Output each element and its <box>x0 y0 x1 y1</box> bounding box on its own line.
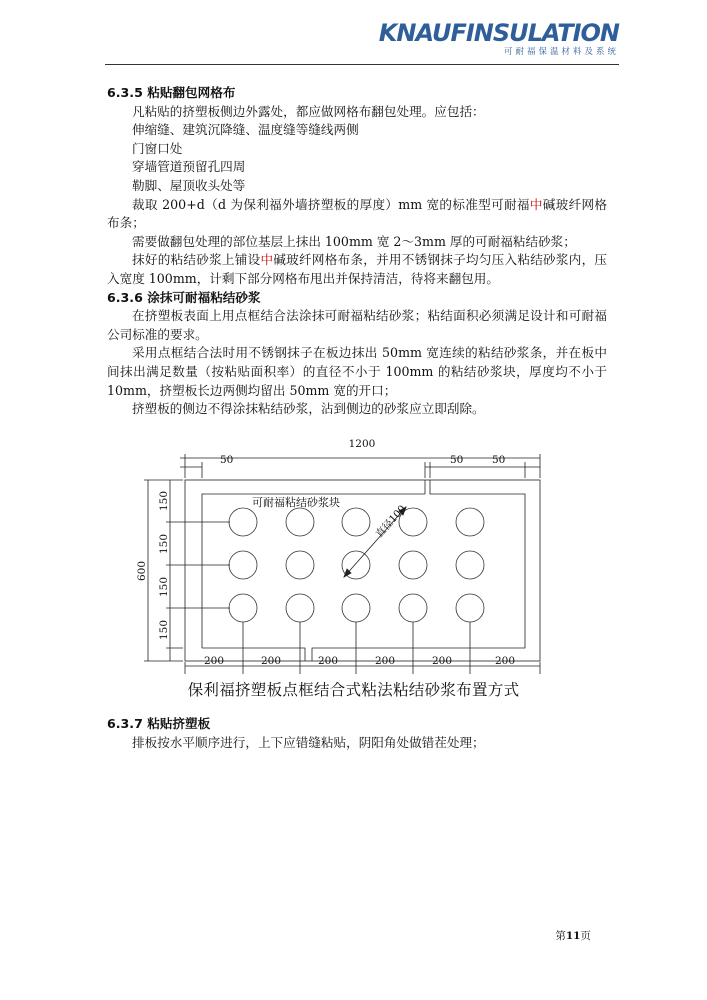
dim-col: 200 <box>317 655 339 667</box>
para-press <box>107 251 607 288</box>
dim-row: 150 <box>158 576 170 598</box>
dim-left-strip: 50 <box>220 454 234 466</box>
highlighted-char: 中 <box>260 252 274 268</box>
para-edges: 挤塑板的侧边不得涂抹粘结砂浆，沾到侧边的砂浆应立即刮除。 <box>132 401 485 417</box>
mortar-layout-drawing <box>136 434 580 684</box>
para-method: 采用点框结合法时用不锈钢抹子在板边抹出 50mm 宽连续的粘结砂浆条，并在板中间抹出满足数量（按粘贴面积率）的直径不小于 100mm 的粘结砂浆块，厚度均不小于 10mm，挤塑板长边两侧均留出 50mm 宽的开口； <box>107 345 607 398</box>
para-layout: 排板按水平顺序进行，上下应错缝粘贴，阴阳角处做错茬处理； <box>132 734 485 750</box>
list-item: 伸缩缝、建筑沉降缝、温度缝等缝线两侧 <box>132 122 359 138</box>
knauf-insulation-logo <box>379 20 619 57</box>
dim-row: 150 <box>158 533 170 555</box>
dim-col: 200 <box>431 655 453 667</box>
mortar-dots <box>229 508 484 622</box>
dim-col: 200 <box>260 655 282 667</box>
page-suffix: 页 <box>580 930 591 942</box>
dim-total-width: 1200 <box>348 438 376 450</box>
logo-subtitle: 可耐福保温材料及系统 <box>503 47 619 57</box>
list-item: 勒脚、屋顶收头处等 <box>132 177 246 193</box>
list-item: 门窗口处 <box>132 140 183 156</box>
dim-col: 200 <box>494 655 516 667</box>
text-segment: 裁取 200+d（d 为保利福外墙挤塑板的厚度）mm 宽的标准型可耐福 <box>132 196 530 212</box>
page-prefix: 第 <box>555 930 566 942</box>
text-segment: 抹好的粘结砂浆上铺设 <box>132 252 261 268</box>
heading-6-3-5: 6.3.5 粘贴翻包网格布 <box>107 85 236 100</box>
section-6-3-7 <box>107 715 607 752</box>
dim-right-strip: 50 <box>492 454 506 466</box>
dim-height: 600 <box>136 560 148 582</box>
para-apply: 在挤塑板表面上用点框结合法涂抹可耐福粘结砂浆；粘结面积必须满足设计和可耐福公司标准的要求。 <box>107 308 607 342</box>
dim-col: 200 <box>203 655 225 667</box>
label-mortar-blob: 可耐福粘结砂浆块 <box>252 496 340 509</box>
text-segment: 碱玻纤网格布条； <box>107 196 608 231</box>
header-divider <box>105 64 619 65</box>
logo-text: KNAUFINSULATION <box>378 19 619 47</box>
dim-col: 200 <box>374 655 396 667</box>
page-number <box>555 928 591 943</box>
label-diameter: 直径100 <box>374 503 409 541</box>
list-item: 穿墙管道预留孔四周 <box>132 159 246 175</box>
para-mortar: 需要做翻包处理的部位基层上抹出 100mm 宽 2～3mm 厚的可耐福粘结砂浆； <box>132 233 576 249</box>
page-number-value: 11 <box>565 930 581 942</box>
dim-row: 150 <box>158 490 170 512</box>
para-cut-strip <box>107 196 607 233</box>
dim-row: 150 <box>158 619 170 641</box>
text-segment: 碱玻纤网格布条，并用不锈钢抹子均匀压入粘结砂浆内，压入宽度 100mm，计剩下部分网格布甩出并保持清洁，待将来翻包用。 <box>107 252 608 286</box>
main-content <box>107 84 607 419</box>
heading-6-3-6: 6.3.6 涂抹可耐福粘结砂浆 <box>107 289 261 305</box>
figure-caption: 保利福挤塑板点框结合式粘法粘结砂浆布置方式 <box>187 681 520 699</box>
highlighted-char: 中 <box>529 196 543 212</box>
heading-6-3-7: 6.3.7 粘贴挤塑板 <box>107 716 211 731</box>
para-intro: 凡粘贴的挤塑板侧边外露处，都应做网格布翻包处理。应包括： <box>132 103 485 119</box>
dim-right-strip: 50 <box>450 454 464 466</box>
